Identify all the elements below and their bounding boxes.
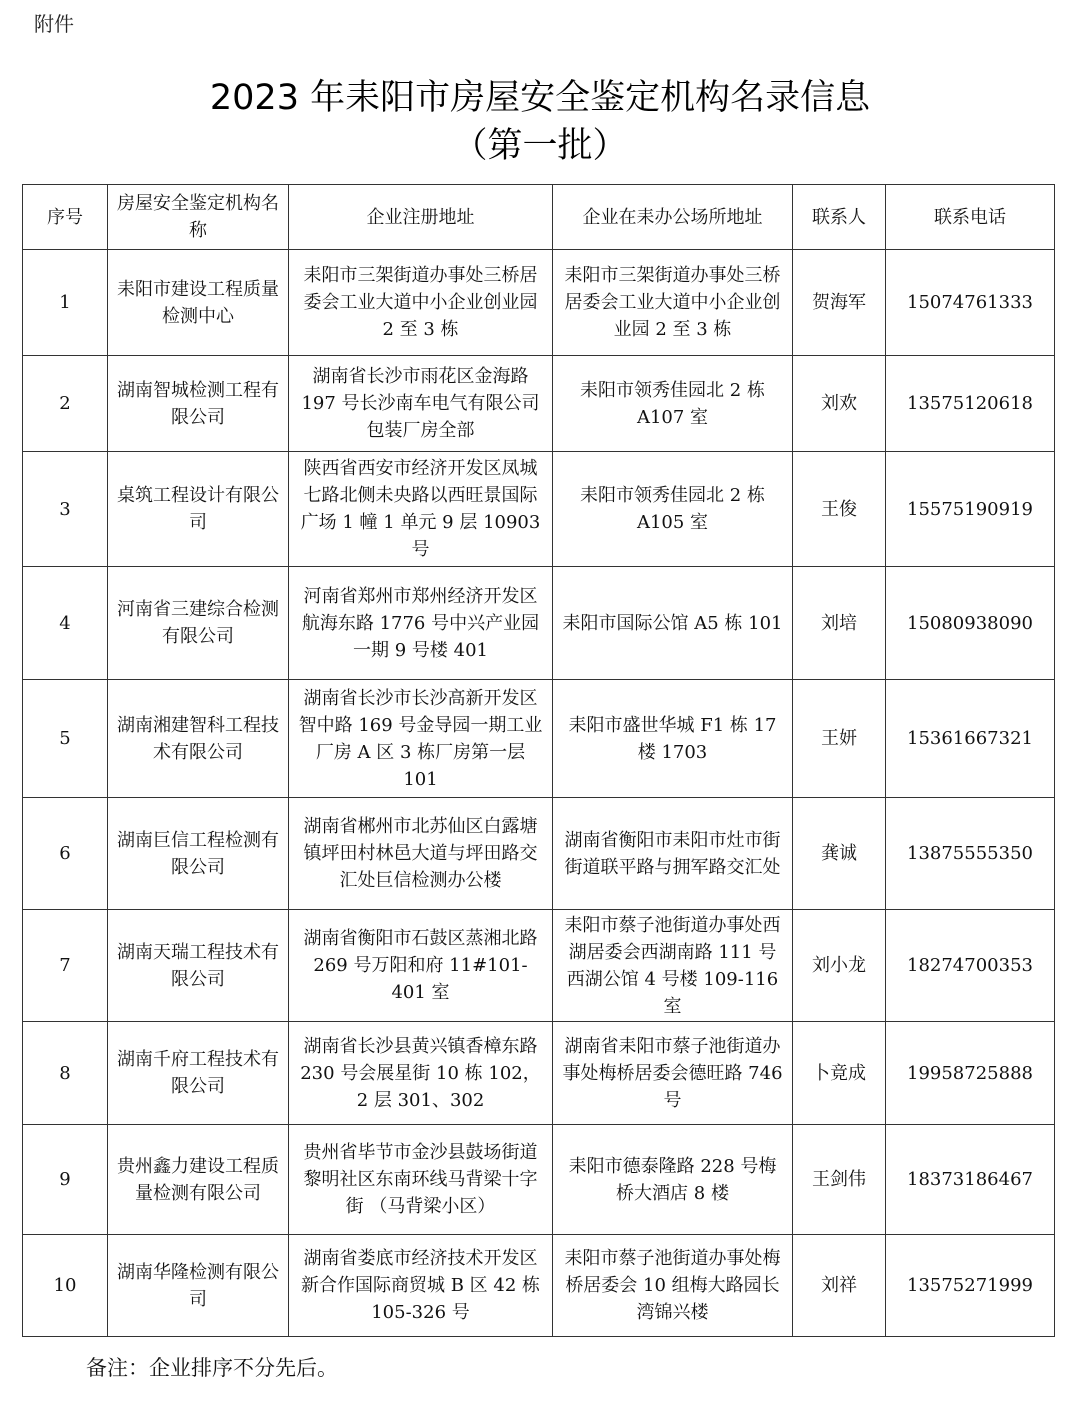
org-name-cell: 湖南千府工程技术有限公司 (108, 1022, 289, 1125)
contact-person-cell: 龚诚 (793, 798, 886, 910)
contact-phone-cell: 18373186467 (886, 1125, 1055, 1235)
org-name-cell: 湖南湘建智科工程技术有限公司 (108, 680, 289, 798)
contact-phone-cell: 15080938090 (886, 567, 1055, 680)
registered-address-cell: 河南省郑州市郑州经济开发区航海东路 1776 号中兴产业园一期 9 号楼 401 (289, 567, 553, 680)
local-office-address-cell: 耒阳市三架街道办事处三桥居委会工业大道中小企业创业园 2 至 3 栋 (553, 250, 793, 356)
local-office-address-cell: 耒阳市蔡子池街道办事处梅桥居委会 10 组梅大路园长湾锦兴楼 (553, 1235, 793, 1337)
registered-address-cell: 湖南省衡阳市石鼓区蒸湘北路 269 号万阳和府 11#101-401 室 (289, 910, 553, 1022)
registered-address-cell: 湖南省娄底市经济技术开发区新合作国际商贸城 B 区 42 栋 105-326 号 (289, 1235, 553, 1337)
contact-person-cell: 刘培 (793, 567, 886, 680)
local-office-address-cell: 耒阳市蔡子池街道办事处西湖居委会西湖南路 111 号西湖公馆 4 号楼 109-116 室 (553, 910, 793, 1022)
contact-phone-cell: 19958725888 (886, 1022, 1055, 1125)
header-index: 序号 (23, 185, 108, 250)
row-index-cell: 10 (23, 1235, 108, 1337)
registered-address-cell: 湖南省长沙县黄兴镇香樟东路 230 号会展星街 10 栋 102，2 层 301、302 (289, 1022, 553, 1125)
table-row (23, 680, 1055, 798)
row-index-cell: 3 (23, 452, 108, 567)
header-org-name: 房屋安全鉴定机构名称 (108, 185, 289, 250)
contact-phone-cell: 15361667321 (886, 680, 1055, 798)
table-row (23, 798, 1055, 910)
page-subtitle: （第一批） (452, 126, 628, 166)
org-name-cell: 桌筑工程设计有限公司 (108, 452, 289, 567)
table-row (23, 910, 1055, 1022)
table-row (23, 250, 1055, 356)
row-index-cell: 5 (23, 680, 108, 798)
local-office-address-cell: 湖南省耒阳市蔡子池街道办事处梅桥居委会德旺路 746 号 (553, 1022, 793, 1125)
contact-person-cell: 卜竟成 (793, 1022, 886, 1125)
local-office-address-cell: 耒阳市领秀佳园北 2 栋 A107 室 (553, 356, 793, 452)
local-office-address-cell: 湖南省衡阳市耒阳市灶市街街道联平路与拥军路交汇处 (553, 798, 793, 910)
registered-address-cell: 贵州省毕节市金沙县鼓场街道黎明社区东南环线马背梁十字街 （马背梁小区） (289, 1125, 553, 1235)
org-name-cell: 湖南巨信工程检测有限公司 (108, 798, 289, 910)
registered-address-cell: 湖南省长沙市雨花区金海路 197 号长沙南车电气有限公司包装厂房全部 (289, 356, 553, 452)
contact-person-cell: 王俊 (793, 452, 886, 567)
org-name-cell: 河南省三建综合检测有限公司 (108, 567, 289, 680)
table-row (23, 1022, 1055, 1125)
table-row (23, 452, 1055, 567)
header-registered-address: 企业注册地址 (289, 185, 553, 250)
remark-note: 备注：企业排序不分先后。 (86, 1356, 338, 1380)
registry-table (22, 184, 1055, 1337)
contact-phone-cell: 13575120618 (886, 356, 1055, 452)
table-body (23, 250, 1055, 1337)
table-header-row (23, 185, 1055, 250)
table-row (23, 1125, 1055, 1235)
contact-phone-cell: 13875555350 (886, 798, 1055, 910)
registered-address-cell: 耒阳市三架街道办事处三桥居委会工业大道中小企业创业园 2 至 3 栋 (289, 250, 553, 356)
table-row (23, 567, 1055, 680)
registered-address-cell: 陕西省西安市经济开发区凤城七路北侧未央路以西旺景国际广场 1 幢 1 单元 9 层 10903 号 (289, 452, 553, 567)
local-office-address-cell: 耒阳市国际公馆 A5 栋 101 (553, 567, 793, 680)
row-index-cell: 7 (23, 910, 108, 1022)
org-name-cell: 湖南智城检测工程有限公司 (108, 356, 289, 452)
row-index-cell: 6 (23, 798, 108, 910)
contact-person-cell: 王剑伟 (793, 1125, 886, 1235)
row-index-cell: 4 (23, 567, 108, 680)
table-row (23, 356, 1055, 452)
org-name-cell: 耒阳市建设工程质量检测中心 (108, 250, 289, 356)
org-name-cell: 贵州鑫力建设工程质量检测有限公司 (108, 1125, 289, 1235)
table-row (23, 1235, 1055, 1337)
attachment-label: 附件 (34, 12, 74, 36)
contact-person-cell: 刘祥 (793, 1235, 886, 1337)
local-office-address-cell: 耒阳市德泰隆路 228 号梅桥大酒店 8 楼 (553, 1125, 793, 1235)
page-title: 2023 年耒阳市房屋安全鉴定机构名录信息 (209, 78, 871, 118)
contact-person-cell: 贺海军 (793, 250, 886, 356)
contact-phone-cell: 13575271999 (886, 1235, 1055, 1337)
row-index-cell: 9 (23, 1125, 108, 1235)
row-index-cell: 2 (23, 356, 108, 452)
contact-person-cell: 刘欢 (793, 356, 886, 452)
contact-person-cell: 王妍 (793, 680, 886, 798)
registered-address-cell: 湖南省郴州市北苏仙区白露塘镇坪田村林邑大道与坪田路交汇处巨信检测办公楼 (289, 798, 553, 910)
row-index-cell: 8 (23, 1022, 108, 1125)
local-office-address-cell: 耒阳市领秀佳园北 2 栋 A105 室 (553, 452, 793, 567)
header-contact-person: 联系人 (793, 185, 886, 250)
contact-phone-cell: 18274700353 (886, 910, 1055, 1022)
header-contact-phone: 联系电话 (886, 185, 1055, 250)
org-name-cell: 湖南天瑞工程技术有限公司 (108, 910, 289, 1022)
header-local-office-address: 企业在耒办公场所地址 (553, 185, 793, 250)
row-index-cell: 1 (23, 250, 108, 356)
contact-phone-cell: 15074761333 (886, 250, 1055, 356)
contact-person-cell: 刘小龙 (793, 910, 886, 1022)
local-office-address-cell: 耒阳市盛世华城 F1 栋 17 楼 1703 (553, 680, 793, 798)
registered-address-cell: 湖南省长沙市长沙高新开发区智中路 169 号金导园一期工业厂房 A 区 3 栋厂房第一层 101 (289, 680, 553, 798)
org-name-cell: 湖南华隆检测有限公司 (108, 1235, 289, 1337)
contact-phone-cell: 15575190919 (886, 452, 1055, 567)
